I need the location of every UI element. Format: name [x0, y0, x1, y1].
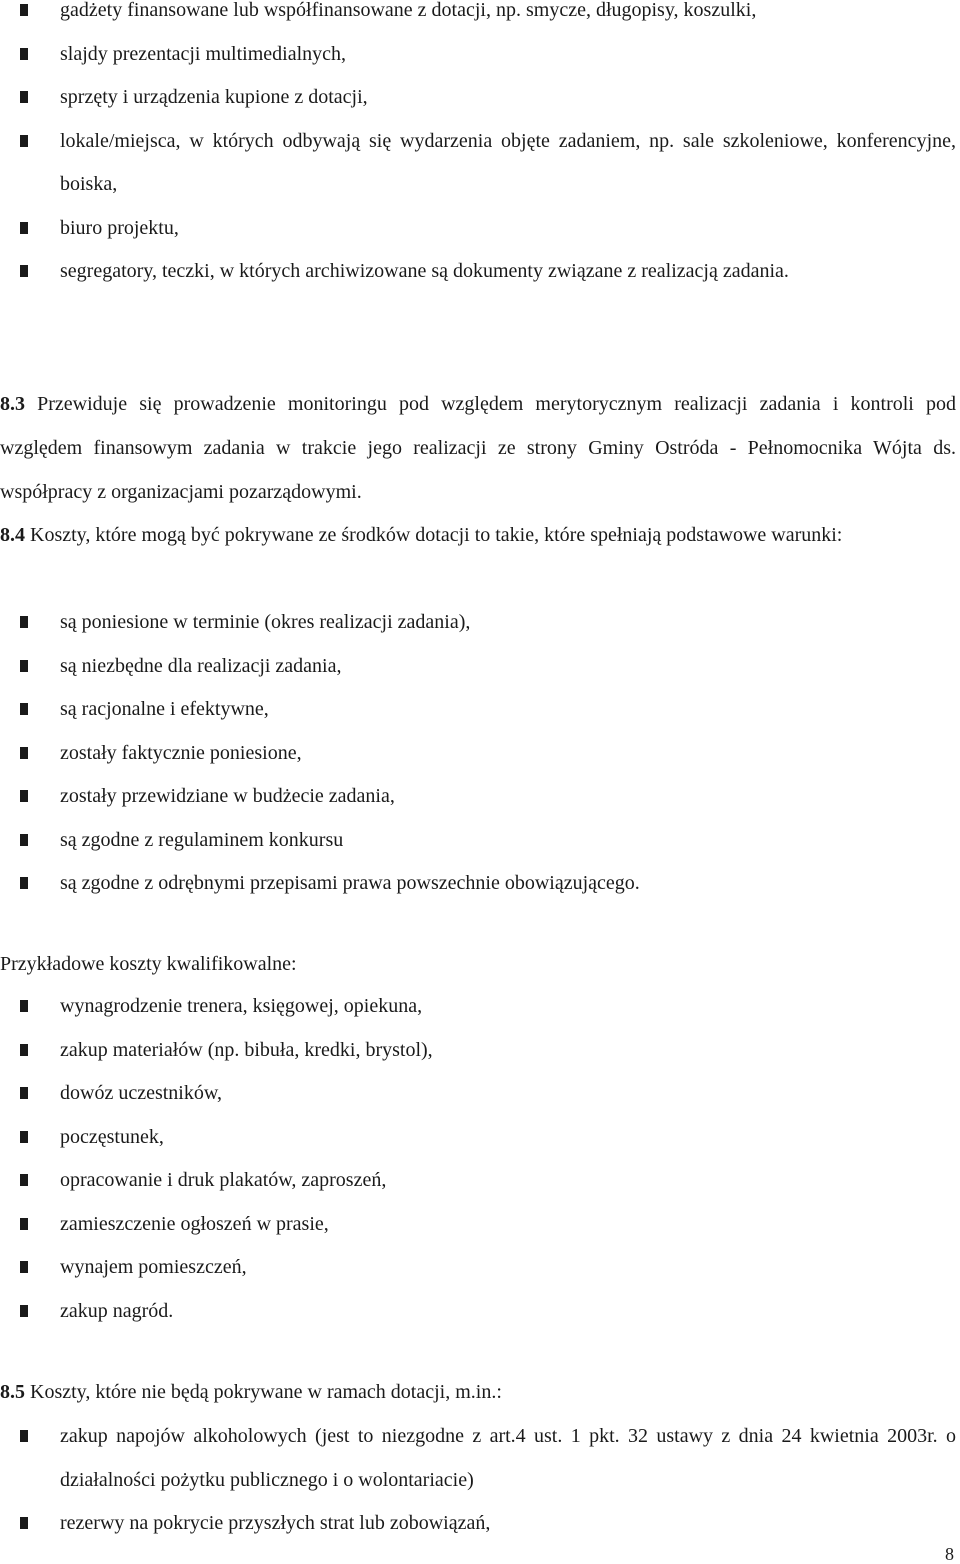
list-item: zakup materiałów (np. bibuła, kredki, brystol),: [0, 1029, 956, 1073]
section-8-5-heading: [0, 1370, 502, 1414]
section-number: 8.4: [0, 524, 25, 546]
section-8-4-paragraph: [0, 513, 956, 557]
list-item: sprzęty i urządzenia kupione z dotacji,: [0, 76, 956, 120]
list-item: zakup nagród.: [0, 1290, 956, 1334]
section-text: Koszty, które mogą być pokrywane ze środków dotacji to takie, które spełniają podstawowe warunki:: [25, 524, 843, 546]
section-number: 8.3: [0, 393, 25, 415]
list-item: są zgodne z regulaminem konkursu: [0, 819, 956, 863]
list-item: slajdy prezentacji multimedialnych,: [0, 33, 956, 77]
list-item: lokale/miejsca, w których odbywają się wydarzenia objęte zadaniem, np. sale szkoleniowe, konferencyjne, boiska,: [0, 120, 956, 207]
list-item: są zgodne z odrębnymi przepisami prawa powszechnie obowiązującego.: [0, 862, 956, 906]
non-eligible-costs-list: [0, 1415, 956, 1546]
list-item: zostały przewidziane w budżecie zadania,: [0, 775, 956, 819]
list-item: dowóz uczestników,: [0, 1072, 956, 1116]
list-item: poczęstunek,: [0, 1116, 956, 1160]
section-8-3-paragraph: [0, 382, 956, 514]
list-item: zakup napojów alkoholowych (jest to niezgodne z art.4 ust. 1 pkt. 32 ustawy z dnia 24 kwietnia 2003r. o działalności pożytku publicznego i o wolontariacie): [0, 1415, 956, 1502]
section-text: Koszty, które nie będą pokrywane w ramach dotacji, m.in.:: [25, 1381, 502, 1403]
list-item: są poniesione w terminie (okres realizacji zadania),: [0, 601, 956, 645]
eligible-items-list: [0, 0, 956, 294]
list-item: są racjonalne i efektywne,: [0, 688, 956, 732]
cost-conditions-list: [0, 601, 956, 906]
example-costs-list: [0, 985, 956, 1333]
list-item: opracowanie i druk plakatów, zaproszeń,: [0, 1159, 956, 1203]
list-item: zamieszczenie ogłoszeń w prasie,: [0, 1203, 956, 1247]
list-item: są niezbędne dla realizacji zadania,: [0, 645, 956, 689]
list-item: biuro projektu,: [0, 207, 956, 251]
list-item: segregatory, teczki, w których archiwizowane są dokumenty związane z realizacją zadania.: [0, 250, 956, 294]
examples-heading: Przykładowe koszty kwalifikowalne:: [0, 953, 297, 975]
list-item: zostały faktycznie poniesione,: [0, 732, 956, 776]
section-text: Przewiduje się prowadzenie monitoringu pod względem merytorycznym realizacji zadania i kontroli pod względem finansowym zadania w trakcie jego realizacji ze strony Gminy Ostróda - Pełnomocnika Wójta ds. współpracy z organizacjami pozarządowymi.: [0, 393, 956, 503]
list-item: wynajem pomieszczeń,: [0, 1246, 956, 1290]
page-number: 8: [945, 1544, 954, 1564]
list-item: gadżety finansowane lub współfinansowane z dotacji, np. smycze, długopisy, koszulki,: [0, 0, 956, 33]
list-item: wynagrodzenie trenera, księgowej, opiekuna,: [0, 985, 956, 1029]
section-number: 8.5: [0, 1381, 25, 1403]
list-item: rezerwy na pokrycie przyszłych strat lub zobowiązań,: [0, 1502, 956, 1546]
